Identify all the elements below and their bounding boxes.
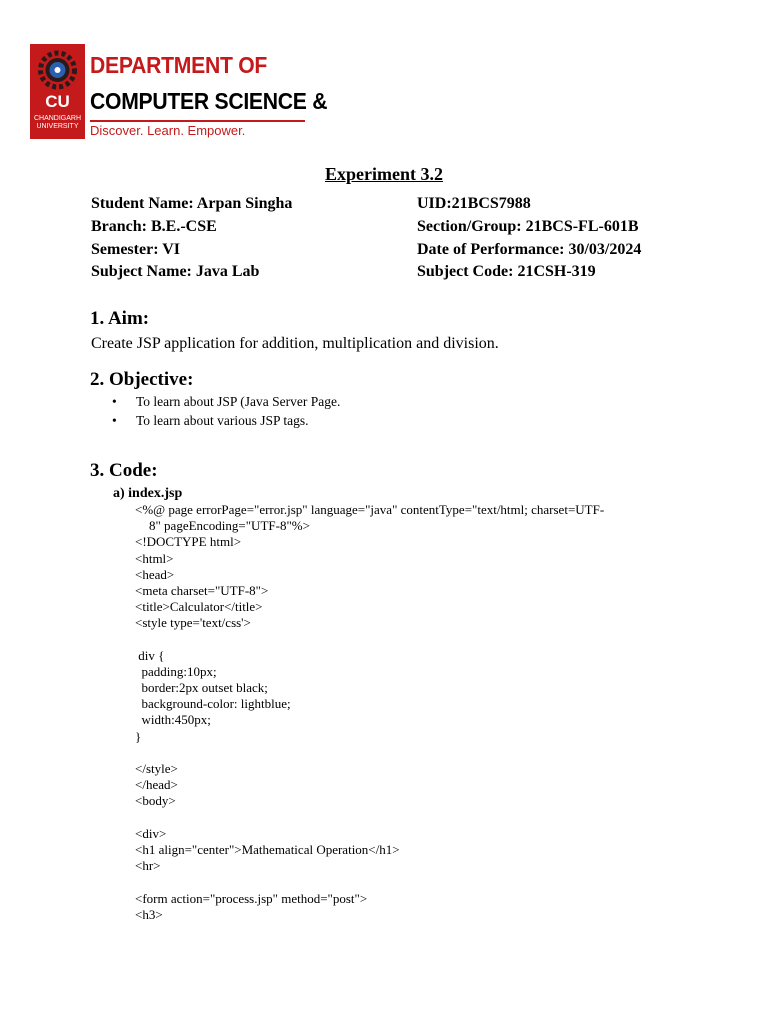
code-line	[135, 632, 604, 648]
code-line: <h1 align="center">Mathematical Operation</h1>	[135, 841, 400, 857]
code-line: <head>	[135, 566, 175, 582]
code-line: <!DOCTYPE html>	[135, 534, 242, 550]
branch: Branch: B.E.-CSE	[91, 218, 217, 235]
code-block	[135, 502, 604, 923]
header-divider	[90, 120, 305, 122]
code-line: <style type='text/css'>	[135, 615, 251, 631]
gear-emblem-icon	[34, 48, 81, 92]
code-line	[135, 874, 604, 890]
code-line: </head>	[135, 777, 178, 793]
code-line: </style>	[135, 761, 178, 776]
logo-university-name: CHANDIGARH UNIVERSITY	[33, 115, 82, 130]
subject-name: Subject Name: Java Lab	[91, 263, 260, 280]
date-of-performance: Date of Performance: 30/03/2024	[417, 241, 642, 258]
code-line	[135, 745, 604, 761]
section-group: Section/Group: 21BCS-FL-601B	[417, 218, 639, 235]
code-line: padding:10px;	[135, 663, 217, 679]
department-title-line2: COMPUTER SCIENCE &	[90, 88, 328, 114]
code-line: <%@ page errorPage="error.jsp" language="java" contentType="text/html; charset=UTF-	[135, 502, 605, 517]
code-line: <html>	[135, 550, 174, 566]
code-line: <hr>	[135, 858, 161, 874]
subject-code: Subject Code: 21CSH-319	[417, 263, 596, 280]
code-line: <title>Calculator</title>	[135, 599, 263, 615]
code-line: width:450px;	[135, 712, 211, 728]
student-name: Student Name: Arpan Singha	[91, 195, 293, 212]
code-file-label: a) index.jsp	[113, 486, 183, 501]
code-line: <div>	[135, 825, 167, 841]
code-line	[135, 810, 604, 826]
list-item: • To learn about JSP (Java Server Page.	[112, 392, 340, 411]
code-line: 8" pageEncoding="UTF-8"%>	[149, 518, 310, 534]
code-line: <form action="process.jsp" method="post">	[135, 890, 368, 906]
department-title-line1: DEPARTMENT OF	[90, 52, 268, 78]
code-line: }	[135, 728, 142, 744]
aim-text: Create JSP application for addition, multiplication and division.	[91, 335, 499, 352]
list-item: • To learn about various JSP tags.	[112, 411, 340, 430]
aim-heading: 1. Aim:	[90, 308, 150, 329]
code-line: <body>	[135, 793, 176, 809]
logo-abbreviation: CU	[45, 92, 70, 111]
experiment-title: Experiment 3.2	[325, 164, 443, 184]
department-header	[30, 44, 328, 142]
code-heading: 3. Code:	[90, 460, 158, 481]
code-line: <meta charset="UTF-8">	[135, 582, 269, 598]
code-line: div {	[135, 647, 165, 663]
code-line: background-color: lightblue;	[135, 696, 291, 712]
uid: UID:21BCS7988	[417, 195, 531, 212]
objective-heading: 2. Objective:	[90, 369, 194, 390]
objective-list	[112, 392, 340, 430]
university-logo	[30, 44, 85, 139]
semester: Semester: VI	[91, 241, 181, 258]
tagline: Discover. Learn. Empower.	[90, 123, 246, 138]
code-line: border:2px outset black;	[135, 680, 268, 696]
code-line: <h3>	[135, 906, 163, 922]
